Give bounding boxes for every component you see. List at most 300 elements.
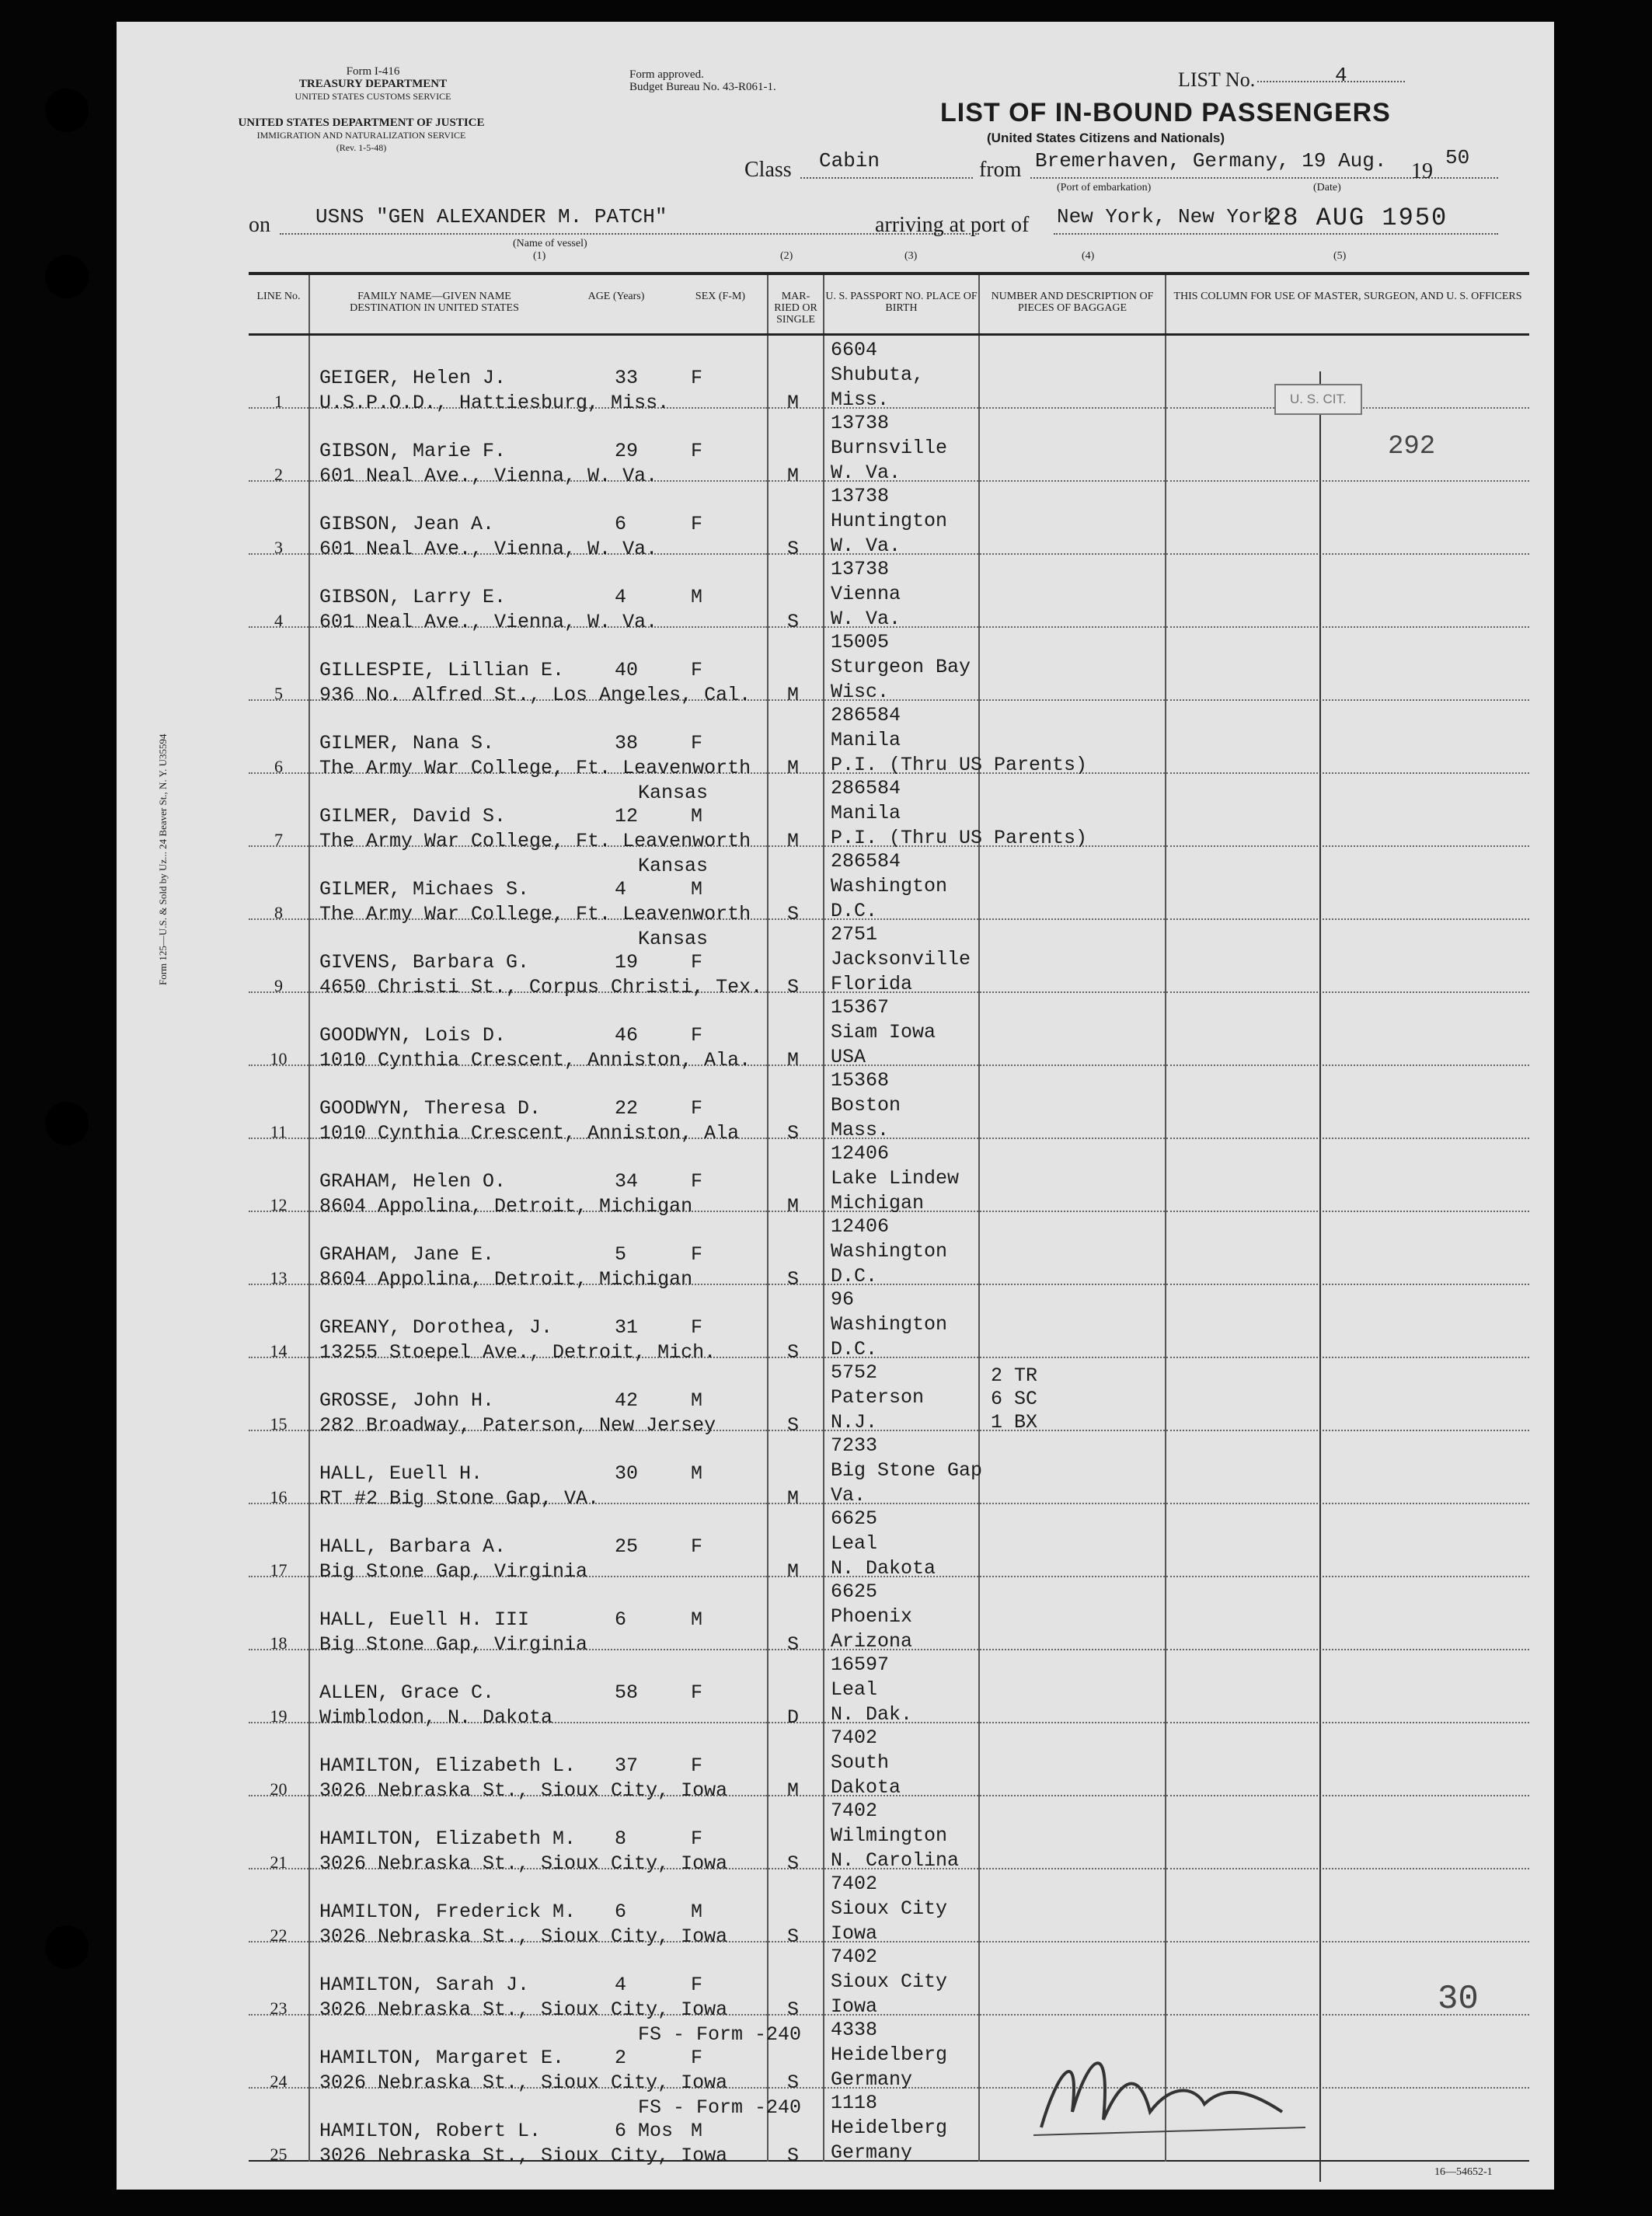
cell-baggage bbox=[979, 1869, 1166, 1942]
place-of-birth: Vienna bbox=[831, 582, 901, 605]
passport-number: 7402 bbox=[831, 1872, 878, 1895]
line-number: 9 bbox=[274, 975, 283, 995]
place-of-birth: Siam Iowa bbox=[831, 1020, 936, 1044]
line-number: 19 bbox=[270, 1706, 288, 1726]
destination: 601 Neal Ave., Vienna, W. Va. bbox=[319, 610, 658, 633]
table-row bbox=[249, 554, 1529, 627]
cell-baggage bbox=[979, 1796, 1166, 1869]
cell-baggage bbox=[979, 481, 1166, 554]
place-of-birth-line2: W. Va. bbox=[831, 607, 901, 630]
justice-line: UNITED STATES DEPARTMENT OF JUSTICE bbox=[238, 117, 485, 129]
cell-officers bbox=[1166, 1211, 1529, 1284]
cell-line-no bbox=[249, 1869, 309, 1945]
table-row bbox=[249, 919, 1529, 992]
cell-passport bbox=[824, 1869, 979, 1945]
cell-officers bbox=[1166, 1284, 1529, 1357]
cell-line-no bbox=[249, 1942, 309, 2018]
destination: 3026 Nebraska St., Sioux City, Iowa bbox=[319, 2144, 728, 2167]
cell-passport bbox=[824, 1723, 979, 1799]
row-note: Kansas bbox=[638, 927, 709, 950]
destination: Big Stone Gap, Virginia bbox=[319, 1632, 588, 1656]
place-of-birth: Shubuta, bbox=[831, 363, 925, 386]
table-row bbox=[249, 1723, 1529, 1796]
cell-passport bbox=[824, 1138, 979, 1214]
row-note: FS - Form -240 bbox=[638, 2023, 802, 2046]
place-of-birth: Leal bbox=[831, 1531, 878, 1555]
cell-passport bbox=[824, 1796, 979, 1872]
on-label: on bbox=[249, 213, 270, 237]
cell-baggage bbox=[979, 919, 1166, 992]
cell-passport bbox=[824, 1065, 979, 1141]
passenger-name: GROSSE, John H. bbox=[319, 1388, 495, 1412]
cell-name bbox=[309, 1357, 768, 1437]
passenger-name: GOODWYN, Lois D. bbox=[319, 1023, 507, 1047]
passenger-name: GOODWYN, Theresa D. bbox=[319, 1096, 542, 1120]
table-row bbox=[249, 1577, 1529, 1650]
officer-column-line bbox=[1319, 371, 1321, 2182]
passport-number: 1118 bbox=[831, 2091, 878, 2114]
table-row bbox=[249, 1284, 1529, 1357]
line-number: 21 bbox=[270, 1852, 288, 1872]
place-of-birth: Heidelberg bbox=[831, 2116, 948, 2139]
cell-married bbox=[768, 481, 824, 560]
marital-status: D bbox=[787, 1706, 800, 1729]
line-number: 23 bbox=[270, 1998, 288, 2018]
destination: 13255 Stoepel Ave., Detroit, Mich. bbox=[319, 1340, 716, 1364]
cell-name bbox=[309, 1211, 768, 1291]
baggage-item: 6 SC bbox=[991, 1387, 1038, 1410]
arrival-underline bbox=[1054, 233, 1498, 235]
from-label: from bbox=[979, 158, 1022, 182]
cell-name bbox=[309, 1503, 768, 1583]
cell-name bbox=[309, 334, 768, 414]
cell-baggage bbox=[979, 1284, 1166, 1357]
sex: F bbox=[691, 1023, 703, 1047]
marital-status: M bbox=[787, 464, 800, 487]
destination: 8604 Appolina, Detroit, Michigan bbox=[319, 1194, 693, 1218]
passenger-name: GEIGER, Helen J. bbox=[319, 366, 507, 389]
cell-married bbox=[768, 1430, 824, 1510]
sex: M bbox=[691, 804, 703, 828]
passport-number: 16597 bbox=[831, 1653, 890, 1676]
cell-married bbox=[768, 773, 824, 852]
cell-officers bbox=[1166, 627, 1529, 700]
cell-baggage bbox=[979, 1577, 1166, 1650]
class-label: Class bbox=[744, 158, 792, 182]
sex: M bbox=[691, 585, 703, 608]
cell-line-no bbox=[249, 1503, 309, 1580]
baggage-item: 1 BX bbox=[991, 1410, 1038, 1434]
cell-line-no bbox=[249, 992, 309, 1068]
passport-number: 7402 bbox=[831, 1726, 878, 1749]
cell-name bbox=[309, 1138, 768, 1218]
col-5-label: (5) bbox=[1333, 250, 1347, 262]
cell-married bbox=[768, 1065, 824, 1145]
line-number: 4 bbox=[274, 610, 283, 630]
cell-name bbox=[309, 627, 768, 706]
signature bbox=[1026, 2011, 1321, 2151]
age: 31 bbox=[615, 1315, 639, 1339]
cell-line-no bbox=[249, 700, 309, 776]
cell-baggage bbox=[979, 1503, 1166, 1577]
destination: RT #2 Big Stone Gap, VA. bbox=[319, 1486, 600, 1510]
place-of-birth: Manila bbox=[831, 801, 901, 824]
cell-passport bbox=[824, 408, 979, 484]
cell-officers bbox=[1166, 1723, 1529, 1796]
marital-status: S bbox=[787, 1925, 800, 1948]
passport-number: 5752 bbox=[831, 1361, 878, 1384]
passenger-name: HAMILTON, Robert L. bbox=[319, 2119, 542, 2142]
passenger-name: GREANY, Dorothea, J. bbox=[319, 1315, 553, 1339]
header-officers: THIS COLUMN FOR USE OF MASTER, SURGEON, AND U. S. OFFICERS bbox=[1166, 274, 1529, 334]
cell-line-no bbox=[249, 554, 309, 630]
age: 6 bbox=[615, 512, 627, 535]
cell-line-no bbox=[249, 846, 309, 922]
vessel-caption: (Name of vessel) bbox=[513, 238, 587, 249]
cell-line-no bbox=[249, 627, 309, 703]
cell-married bbox=[768, 1650, 824, 1729]
cell-officers bbox=[1166, 554, 1529, 627]
baggage-list bbox=[991, 1364, 1037, 1434]
line-number: 6 bbox=[274, 756, 283, 776]
place-of-birth-line2: Wisc. bbox=[831, 680, 890, 703]
cell-baggage bbox=[979, 627, 1166, 700]
budget-bureau: Budget Bureau No. 43-R061-1. bbox=[629, 81, 776, 93]
sex: F bbox=[691, 512, 703, 535]
destination: 601 Neal Ave., Vienna, W. Va. bbox=[319, 464, 658, 487]
cell-passport bbox=[824, 1430, 983, 1507]
bottom-form-code: 16—54652-1 bbox=[1434, 2166, 1493, 2178]
table-row bbox=[249, 1942, 1529, 2015]
form-approved: Form approved. bbox=[629, 68, 704, 81]
cell-line-no bbox=[249, 334, 309, 411]
sex: F bbox=[691, 1827, 703, 1850]
line-number: 12 bbox=[270, 1194, 288, 1214]
cell-officers bbox=[1166, 1577, 1529, 1650]
cell-officers bbox=[1166, 1796, 1529, 1869]
header-line-no: LINE No. bbox=[249, 274, 309, 334]
header-baggage: NUMBER AND DESCRIPTION OF PIECES OF BAGGAGE bbox=[979, 274, 1166, 334]
destination: 1010 Cynthia Crescent, Anniston, Ala. bbox=[319, 1048, 751, 1071]
manifest-sheet bbox=[117, 22, 1554, 2190]
cell-line-no bbox=[249, 1357, 309, 1434]
sex: M bbox=[691, 2119, 703, 2142]
passenger-name: HALL, Euell H. III bbox=[319, 1608, 530, 1631]
marital-status: S bbox=[787, 1852, 800, 1875]
cell-officers bbox=[1166, 1430, 1529, 1503]
passenger-name: HAMILTON, Elizabeth M. bbox=[319, 1827, 577, 1850]
cell-officers bbox=[1166, 1138, 1529, 1211]
rev-line: (Rev. 1-5-48) bbox=[336, 142, 387, 153]
cell-baggage bbox=[979, 408, 1166, 481]
year-suffix: 50 bbox=[1445, 146, 1470, 169]
destination: 4650 Christi St., Corpus Christi, Tex. bbox=[319, 975, 763, 998]
cell-married bbox=[768, 919, 824, 998]
table-row bbox=[249, 1065, 1529, 1138]
line-number: 17 bbox=[270, 1559, 288, 1580]
cell-officers bbox=[1166, 773, 1529, 846]
destination: The Army War College, Ft. Leavenworth bbox=[319, 902, 751, 925]
age: 8 bbox=[615, 1827, 627, 1850]
passenger-name: GILLESPIE, Lillian E. bbox=[319, 658, 565, 681]
place-of-birth-line2: Miss. bbox=[831, 388, 890, 411]
row-note: Kansas bbox=[638, 854, 709, 877]
passenger-name: ALLEN, Grace C. bbox=[319, 1681, 495, 1704]
passport-number: 2751 bbox=[831, 922, 878, 946]
cell-baggage bbox=[979, 1065, 1166, 1138]
destination: 1010 Cynthia Crescent, Anniston, Ala bbox=[319, 1121, 740, 1145]
age: 25 bbox=[615, 1535, 639, 1558]
age: 46 bbox=[615, 1023, 639, 1047]
destination: 601 Neal Ave., Vienna, W. Va. bbox=[319, 537, 658, 560]
vessel-underline bbox=[280, 233, 979, 235]
year-prefix: 19 bbox=[1411, 159, 1433, 183]
passenger-name: HAMILTON, Margaret E. bbox=[319, 2046, 565, 2069]
passenger-name: HAMILTON, Sarah J. bbox=[319, 1973, 530, 1996]
passport-number: 15005 bbox=[831, 630, 890, 653]
cell-name bbox=[309, 992, 768, 1071]
marital-status: S bbox=[787, 1340, 800, 1364]
marital-status: S bbox=[787, 1998, 800, 2021]
age: 5 bbox=[615, 1242, 627, 1266]
destination: Wimblodon, N. Dakota bbox=[319, 1706, 553, 1729]
sex: F bbox=[691, 366, 703, 389]
arrival-port: New York, New York bbox=[1057, 205, 1275, 228]
marital-status: S bbox=[787, 1121, 800, 1145]
place-of-birth: Washington bbox=[831, 1239, 948, 1263]
place-of-birth-line2: Va. bbox=[831, 1483, 866, 1507]
marital-status: S bbox=[787, 1632, 800, 1656]
sex: F bbox=[691, 1242, 703, 1266]
col-3-label: (3) bbox=[904, 250, 918, 262]
punch-hole bbox=[45, 1925, 89, 1969]
table-row bbox=[249, 1869, 1529, 1942]
port-caption: (Port of embarkation) bbox=[1057, 182, 1152, 193]
passenger-name: HALL, Euell H. bbox=[319, 1462, 483, 1485]
sex: F bbox=[691, 1535, 703, 1558]
table-row bbox=[249, 481, 1529, 554]
marital-status: M bbox=[787, 1194, 800, 1218]
row-note: Kansas bbox=[638, 781, 709, 804]
cell-passport bbox=[824, 700, 1088, 776]
cell-passport bbox=[824, 1284, 979, 1361]
cell-married bbox=[768, 1723, 824, 1802]
place-of-birth-line2: N. Carolina bbox=[831, 1848, 960, 1872]
cell-passport bbox=[824, 1577, 979, 1653]
header-passport: U. S. PASSPORT NO. PLACE OF BIRTH bbox=[824, 274, 979, 334]
place-of-birth: South bbox=[831, 1751, 890, 1774]
table-row bbox=[249, 846, 1529, 919]
passport-number: 6625 bbox=[831, 1580, 878, 1603]
table-row bbox=[249, 1430, 1529, 1503]
marital-status: M bbox=[787, 1048, 800, 1071]
passport-number: 6625 bbox=[831, 1507, 878, 1530]
passport-number: 13738 bbox=[831, 557, 890, 580]
cell-passport bbox=[824, 1650, 979, 1726]
place-of-birth: Sioux City bbox=[831, 1897, 948, 1920]
cell-passport bbox=[824, 554, 979, 630]
passenger-name: GIBSON, Larry E. bbox=[319, 585, 507, 608]
cell-line-no bbox=[249, 773, 309, 849]
passport-number: 7402 bbox=[831, 1945, 878, 1968]
cell-line-no bbox=[249, 1138, 309, 1214]
age: 6 bbox=[615, 1900, 627, 1923]
cell-officers bbox=[1166, 1869, 1529, 1942]
cell-passport bbox=[824, 1942, 979, 2018]
passport-number: 15368 bbox=[831, 1068, 890, 1092]
sex: F bbox=[691, 1973, 703, 1996]
place-of-birth-line2: W. Va. bbox=[831, 461, 901, 484]
destination: U.S.P.O.D., Hattiesburg, Miss. bbox=[319, 391, 670, 414]
cell-name bbox=[309, 773, 768, 877]
table-row bbox=[249, 1357, 1529, 1430]
place-of-birth-line2: Michigan bbox=[831, 1191, 925, 1214]
table-row bbox=[249, 700, 1529, 773]
sex: F bbox=[691, 1315, 703, 1339]
line-number: 5 bbox=[274, 683, 283, 703]
age: 19 bbox=[615, 950, 639, 974]
line-number: 7 bbox=[274, 829, 283, 849]
place-of-birth-line2: Florida bbox=[831, 972, 913, 995]
table-row bbox=[249, 1796, 1529, 1869]
place-of-birth-line2: Arizona bbox=[831, 1629, 913, 1653]
age: 6 bbox=[615, 1608, 627, 1631]
place-of-birth-line2: P.I. (Thru US Parents) bbox=[831, 826, 1088, 849]
cell-married bbox=[768, 1503, 824, 1583]
sex: M bbox=[691, 1900, 703, 1923]
place-of-birth: Boston bbox=[831, 1093, 901, 1117]
place-of-birth-line2: USA bbox=[831, 1045, 866, 1068]
sex: F bbox=[691, 2046, 703, 2069]
line-number: 3 bbox=[274, 537, 283, 557]
place-of-birth-line2: Iowa bbox=[831, 1995, 878, 2018]
customs-line: UNITED STATES CUSTOMS SERVICE bbox=[295, 91, 451, 102]
destination: The Army War College, Ft. Leavenworth bbox=[319, 756, 751, 779]
cell-officers bbox=[1166, 481, 1529, 554]
destination: 8604 Appolina, Detroit, Michigan bbox=[319, 1267, 693, 1291]
table-row bbox=[249, 2088, 1529, 2161]
cell-baggage bbox=[979, 992, 1166, 1065]
line-number: 20 bbox=[270, 1779, 288, 1799]
cell-passport bbox=[824, 773, 1088, 849]
destination: The Army War College, Ft. Leavenworth bbox=[319, 829, 751, 852]
passport-number: 4338 bbox=[831, 2018, 878, 2041]
col-2-label: (2) bbox=[780, 250, 793, 262]
age: 40 bbox=[615, 658, 639, 681]
sex: M bbox=[691, 1388, 703, 1412]
place-of-birth: Paterson bbox=[831, 1385, 925, 1409]
side-imprint: Form 125—U.S. & Sold by Uz... 24 Beaver St., N. Y. U35594 bbox=[157, 733, 169, 985]
table-row bbox=[249, 1650, 1529, 1723]
place-of-birth: Big Stone Gap bbox=[831, 1458, 983, 1482]
age: 6 Mos bbox=[615, 2119, 674, 2142]
sex: F bbox=[691, 731, 703, 754]
date-caption: (Date) bbox=[1313, 182, 1341, 193]
sex: F bbox=[691, 1169, 703, 1193]
arriving-label: arriving at port of bbox=[875, 213, 1030, 237]
page-subtitle: (United States Citizens and Nationals) bbox=[987, 131, 1225, 145]
cell-name bbox=[309, 1284, 768, 1364]
sex: F bbox=[691, 950, 703, 974]
place-of-birth: Jacksonville bbox=[831, 947, 971, 970]
table-row bbox=[249, 773, 1529, 846]
place-of-birth-line2: D.C. bbox=[831, 1264, 878, 1287]
header-name-text: FAMILY NAME—GIVEN NAME DESTINATION IN UNITED STATES bbox=[350, 291, 519, 314]
line-number: 24 bbox=[270, 2071, 288, 2091]
table-row bbox=[249, 1138, 1529, 1211]
pencil-number: 292 bbox=[1388, 432, 1436, 462]
cell-line-no bbox=[249, 1650, 309, 1726]
cell-name bbox=[309, 2015, 802, 2119]
line-number: 8 bbox=[274, 902, 283, 922]
place-of-birth: Leal bbox=[831, 1678, 878, 1701]
cell-passport bbox=[824, 2015, 979, 2091]
age: 42 bbox=[615, 1388, 639, 1412]
sex: F bbox=[691, 1754, 703, 1777]
cell-name bbox=[309, 1577, 768, 1656]
cell-married bbox=[768, 846, 824, 925]
line-number: 16 bbox=[270, 1486, 288, 1507]
place-of-birth: Manila bbox=[831, 728, 901, 751]
age: 38 bbox=[615, 731, 639, 754]
table-row bbox=[249, 1211, 1529, 1284]
passport-number: 7233 bbox=[831, 1434, 878, 1457]
table-header bbox=[249, 274, 1529, 334]
cell-line-no bbox=[249, 1430, 309, 1507]
marital-status: S bbox=[787, 1267, 800, 1291]
cell-officers bbox=[1166, 919, 1529, 992]
passenger-name: HAMILTON, Frederick M. bbox=[319, 1900, 577, 1923]
place-of-birth: Washington bbox=[831, 874, 948, 897]
cell-line-no bbox=[249, 2088, 309, 2164]
cell-married bbox=[768, 1357, 824, 1437]
passenger-name: GIBSON, Jean A. bbox=[319, 512, 495, 535]
sex: F bbox=[691, 658, 703, 681]
punch-hole bbox=[45, 255, 89, 298]
cell-passport bbox=[824, 846, 979, 922]
cell-name bbox=[309, 919, 768, 998]
cell-married bbox=[768, 700, 824, 779]
marital-status: S bbox=[787, 902, 800, 925]
cell-married bbox=[768, 627, 824, 706]
cell-married bbox=[768, 408, 824, 487]
passenger-name: HAMILTON, Elizabeth L. bbox=[319, 1754, 577, 1777]
place-of-birth: Huntington bbox=[831, 509, 948, 532]
cell-name bbox=[309, 1430, 768, 1510]
pencil-total: 30 bbox=[1438, 1980, 1479, 2019]
cell-baggage bbox=[979, 1211, 1166, 1284]
cell-officers bbox=[1166, 1650, 1529, 1723]
cell-married bbox=[768, 1942, 824, 2021]
age: 2 bbox=[615, 2046, 627, 2069]
place-of-birth: Washington bbox=[831, 1312, 948, 1336]
marital-status: M bbox=[787, 683, 800, 706]
age: 58 bbox=[615, 1681, 639, 1704]
table-row bbox=[249, 2015, 1529, 2088]
cell-married bbox=[768, 334, 824, 414]
passport-number: 7402 bbox=[831, 1799, 878, 1822]
destination: 3026 Nebraska St., Sioux City, Iowa bbox=[319, 1925, 728, 1948]
line-number: 13 bbox=[270, 1267, 288, 1287]
cell-line-no bbox=[249, 1796, 309, 1872]
arrival-date-stamp: 28 AUG 1950 bbox=[1267, 204, 1448, 232]
cell-line-no bbox=[249, 1577, 309, 1653]
cell-passport bbox=[824, 1357, 979, 1434]
passport-number: 286584 bbox=[831, 849, 901, 873]
cell-married bbox=[768, 1577, 824, 1656]
cell-officers bbox=[1166, 846, 1529, 919]
place-of-birth: Wilmington bbox=[831, 1824, 948, 1847]
